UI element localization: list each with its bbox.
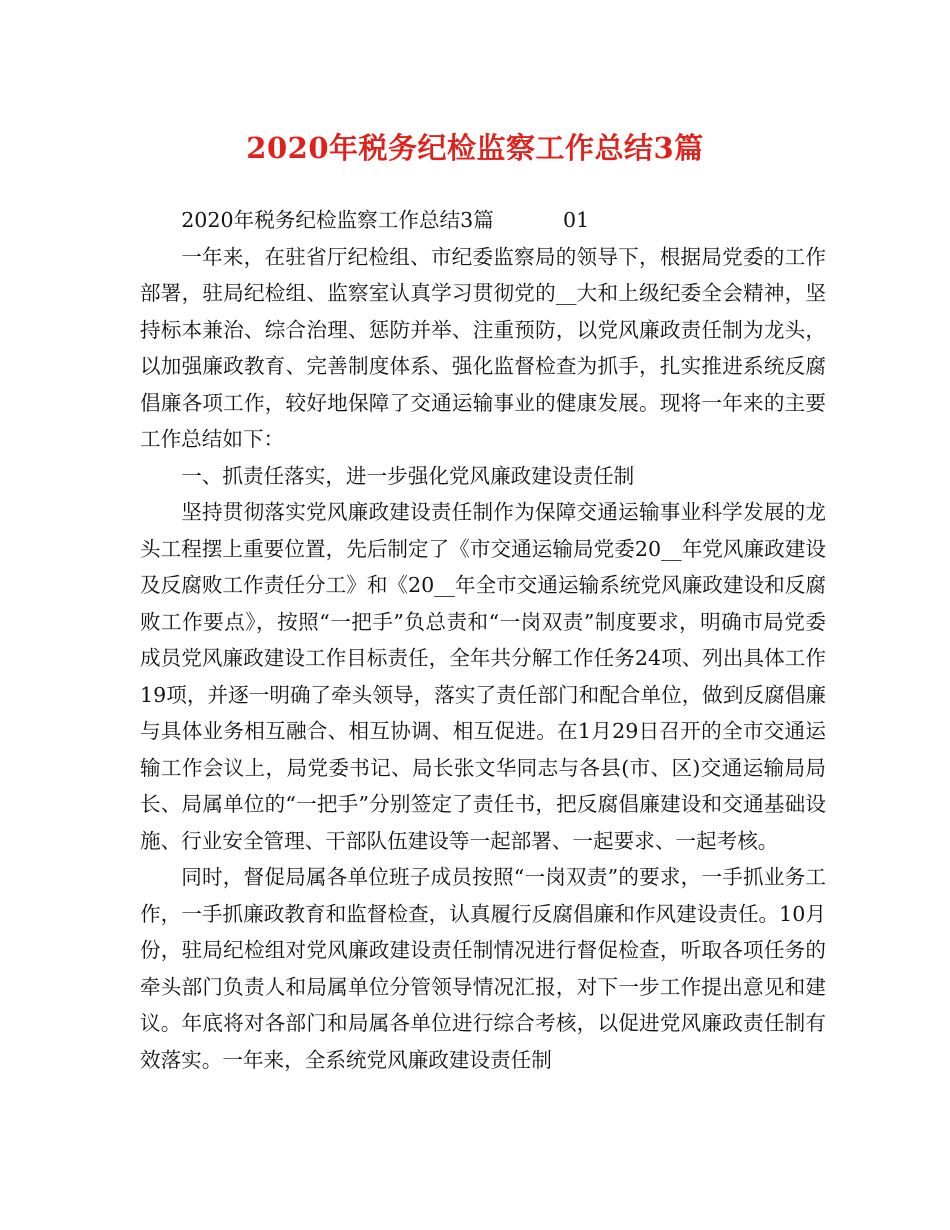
paragraph-responsibility: 坚持贯彻落实党风廉政建设责任制作为保障交通运输事业科学发展的龙头工程摆上重要位置，先后制定了《市交通运输局党委20__年党风廉政建设及反腐败工作责任分工》和《20__年全市交通运输系统党风廉政建设和反腐败工作要点》，按照“一把手”负总责和“一岗双责”制度要求，明确市局党委成员党风廉政建设工作目标责任，全年共分解工作任务24项、列出具体工作19项，并逐一明确了牵头领导，落实了责任部门和配合单位，做到反腐倡廉与具体业务相互融合、相互协调、相互促进。在1月29日召开的全市交通运输工作会议上，局党委书记、局长张文华同志与各县(市、区)交通运输局局长、局属单位的“一把手”分别签定了责任书，把反腐倡廉建设和交通基础设施、行业安全管理、干部队伍建设等一起部署、一起要求、一起考核。 (140, 500, 826, 853)
subtitle-text: 2020年税务纪检监察工作总结3篇 (181, 208, 494, 232)
paragraph-intro: 一年来，在驻省厅纪检组、市纪委监察局的领导下，根据局党委的工作部署，驻局纪检组、监察室认真学习贯彻党的__大和上级纪委全会精神，坚持标本兼治、综合治理、惩防并举、注重预防，以党风廉政责任制为龙头，以加强廉政教育、完善制度体系、强化监督检查为抓手，扎实推进系统反腐倡廉各项工作，较好地保障了交通运输事业的健康发展。现将一年来的主要工作总结如下： (140, 244, 826, 451)
section-heading: 一、抓责任落实，进一步强化党风廉政建设责任制 (181, 463, 635, 488)
paragraph-supervision: 同时，督促局属各单位班子成员按照“一岗双责”的要求，一手抓业务工作，一手抓廉政教育和监督检查，认真履行反腐倡廉和作风建设责任。10月份，驻局纪检组对党风廉政建设责任制情况进行督促检查，听取各项任务的牵头部门负责人和局属单位分管领导情况汇报，对下一步工作提出意见和建议。年底将对各部门和局属各单位进行综合考核，以促进党风廉政责任制有效落实。一年来，全系统党风廉政建设责任制 (140, 865, 826, 1072)
document-title: 2020年税务纪检监察工作总结3篇 (246, 131, 704, 165)
document-subtitle (140, 202, 826, 239)
subtitle-number: 01 (563, 208, 590, 232)
document-body (140, 202, 826, 1078)
